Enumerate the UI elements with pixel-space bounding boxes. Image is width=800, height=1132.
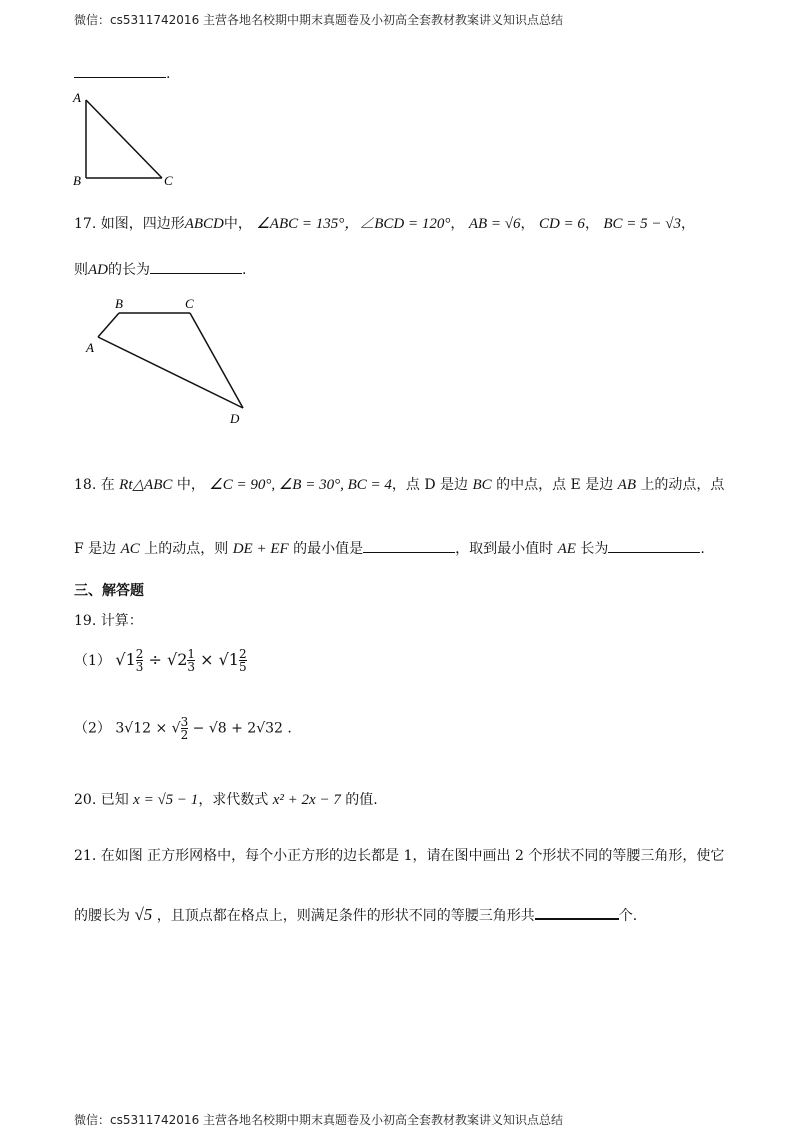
answer-blank bbox=[535, 904, 619, 920]
operator: × bbox=[200, 650, 214, 669]
fraction bbox=[136, 648, 144, 673]
q19-p2-term2: − √8 + 2√32 bbox=[192, 720, 283, 737]
q18-ae: AE bbox=[557, 541, 576, 557]
page-header: 微信：cs5311742016 主营各地名校期中期末真题卷及小初高全套教材教案讲义知识点总结 bbox=[74, 13, 564, 27]
numerator: 3 bbox=[180, 715, 189, 729]
q17-mid: 中， bbox=[223, 216, 252, 232]
vertex-label-c: C bbox=[185, 296, 194, 311]
quad-side-ad bbox=[98, 337, 243, 408]
q20-expr: x² + 2x − 7 bbox=[272, 792, 341, 808]
q18-min-text: 的最小值是 bbox=[293, 541, 364, 557]
q17-ad: AD bbox=[88, 262, 108, 278]
answer-blank bbox=[363, 538, 455, 553]
q18-prefix: 18. 在 bbox=[74, 477, 115, 493]
q18-line1 bbox=[74, 474, 724, 494]
vertex-label-a: A bbox=[86, 340, 94, 355]
quad-side-ab bbox=[98, 313, 119, 337]
fraction bbox=[181, 716, 189, 741]
q19-title: 19. 计算： bbox=[74, 613, 143, 629]
q21-end: 个. bbox=[618, 908, 638, 924]
answer-blank bbox=[150, 259, 242, 274]
q20-mid: ，求代数式 bbox=[198, 792, 269, 808]
q21-line1: 21. 在如图 正方形网格中，每个小正方形的边长都是 1，请在图中画出 2 个形状不同的等腰三角形，使它 bbox=[74, 848, 725, 864]
vertex-label-c: C bbox=[164, 173, 173, 188]
denominator: 3 bbox=[135, 660, 144, 674]
q21-value: √5 bbox=[134, 905, 153, 924]
operator: ÷ bbox=[148, 650, 162, 669]
answer-blank bbox=[74, 63, 166, 78]
q20-suffix: 的值. bbox=[345, 792, 378, 808]
mixed-int: 1 bbox=[125, 650, 136, 669]
q19-p1-label: （1） bbox=[74, 653, 111, 669]
q18-text3: 上的动点，点 bbox=[640, 477, 725, 493]
q20-line bbox=[74, 789, 378, 809]
q18-len-text: 长为 bbox=[580, 541, 609, 557]
q17-ask: 的长为 bbox=[108, 262, 150, 278]
q16-answer-line bbox=[74, 63, 170, 82]
denominator: 2 bbox=[180, 728, 189, 742]
q18-take-text: ，取到最小值时 bbox=[455, 541, 554, 557]
q18-ac: AC bbox=[120, 541, 140, 557]
numerator: 2 bbox=[135, 647, 144, 661]
q18-line2: F 是边 AC 上的动点，则 DE + EF 的最小值是 ，取到最小值时 AE 长为 . bbox=[74, 538, 705, 558]
q17-cd: CD = 6 bbox=[538, 216, 585, 232]
mixed-int: 1 bbox=[228, 650, 239, 669]
q17-bc: BC = 5 − √3 bbox=[603, 216, 682, 232]
q18-ab: AB bbox=[617, 477, 636, 493]
quad-side-cd bbox=[190, 313, 243, 408]
section-title: 三、解答题 bbox=[74, 583, 144, 599]
q21-suffix: ，且顶点都在格点上，则满足条件的形状不同的等腰三角形共 bbox=[156, 908, 535, 924]
q17-line2: 则AD的长为 . bbox=[74, 259, 246, 279]
answer-blank bbox=[608, 538, 700, 553]
q17-quad: ABCD bbox=[184, 216, 224, 232]
q17-ab: AB = √6 bbox=[468, 216, 521, 232]
q18-triangle: Rt△ABC bbox=[119, 477, 173, 493]
q21-prefix: 的腰长为 bbox=[74, 908, 130, 924]
q18-mid: 中， bbox=[176, 477, 205, 493]
page-footer: 微信：cs5311742016 主营各地名校期中期末真题卷及小初高全套教材教案讲义知识点总结 bbox=[74, 1113, 564, 1127]
denominator: 5 bbox=[238, 660, 247, 674]
q19-p2-label: （2） bbox=[74, 720, 111, 737]
q19-p2-term1: 3√12 × bbox=[115, 720, 168, 737]
fraction bbox=[239, 648, 247, 673]
vertex-label-d: D bbox=[230, 411, 240, 426]
q17-angles: ∠ABC = 135°，∠BCD = 120° bbox=[256, 216, 451, 232]
q16-triangle-figure bbox=[70, 88, 190, 188]
vertex-label-b: B bbox=[73, 173, 81, 188]
numerator: 2 bbox=[238, 647, 247, 661]
denominator: 3 bbox=[187, 660, 196, 674]
q19-part2: （2） 3√12 × √ $\frac{3}{2}$ − √8 + 2√32 . bbox=[74, 715, 292, 742]
q21-line2 bbox=[74, 904, 637, 925]
q19-p2-end: . bbox=[287, 720, 292, 737]
q20-prefix: 20. 已知 bbox=[74, 792, 129, 808]
q17-prefix: 17. 如图，四边形 bbox=[74, 216, 185, 232]
q16-period: . bbox=[166, 66, 171, 82]
q17-quadrilateral-figure bbox=[80, 296, 260, 431]
q18-then: 上的动点，则 bbox=[144, 541, 229, 557]
mixed-int: 2 bbox=[177, 650, 188, 669]
q20-cond: x = √5 − 1 bbox=[133, 792, 199, 808]
fraction bbox=[187, 648, 195, 673]
q19-p1-expr: √1 $\frac{2}{3}$ ÷ √2 $\frac{1}{3}$ × √1 $\frac{2}{5}$ bbox=[115, 647, 247, 674]
q18-conditions: ∠C = 90°, ∠B = 30°, BC = 4 bbox=[209, 477, 392, 493]
q18-expr: DE + EF bbox=[232, 541, 289, 557]
triangle-side-ac bbox=[86, 100, 162, 178]
vertex-label-a: A bbox=[73, 90, 81, 105]
numerator: 1 bbox=[187, 647, 196, 661]
q18-text1: ，点 D 是边 bbox=[391, 477, 468, 493]
q18-f-text: F 是边 bbox=[74, 541, 117, 557]
q17-then: 则 bbox=[74, 262, 88, 278]
q19-part1 bbox=[74, 648, 247, 673]
q18-bc: BC bbox=[472, 477, 492, 493]
vertex-label-b: B bbox=[115, 296, 123, 311]
q17-line1: 17. 如图，四边形ABCD中， ∠ABC = 135°，∠BCD = 120°， AB = √6， CD = 6， BC = 5 − √3， bbox=[74, 216, 696, 232]
q18-text2: 的中点，点 E 是边 bbox=[496, 477, 614, 493]
